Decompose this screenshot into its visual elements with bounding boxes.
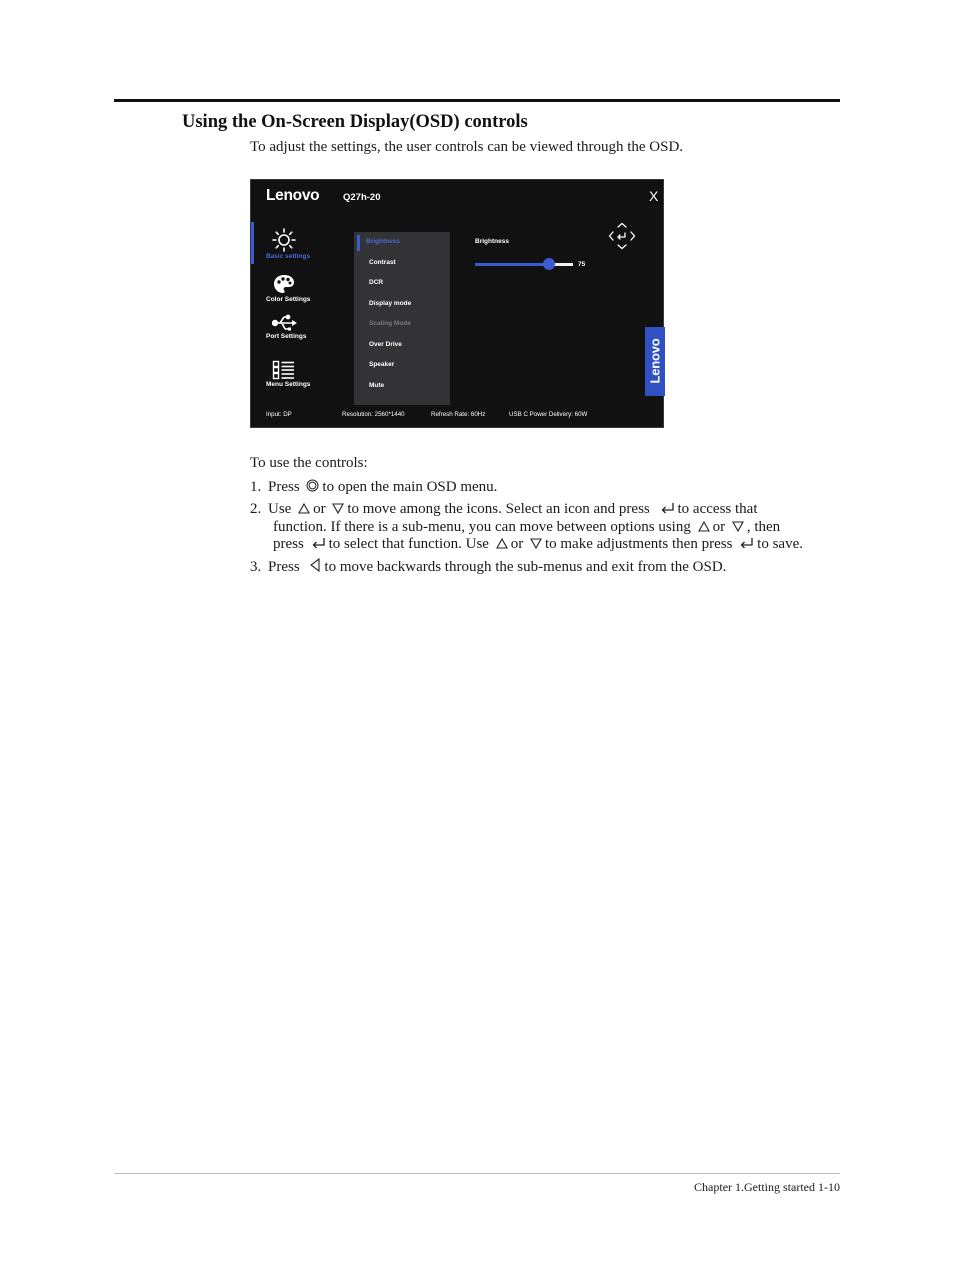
enter-icon bbox=[660, 502, 675, 514]
instruction-step-3: 3. Press to move backwards through the sub-menus and exit from the OSD. bbox=[250, 559, 727, 575]
osd-menu bbox=[250, 179, 664, 428]
side-brand-logo: Lenovo bbox=[647, 338, 663, 384]
category-color-settings[interactable] bbox=[266, 273, 346, 303]
up-arrow-icon bbox=[496, 538, 508, 549]
category-label: Port Settings bbox=[266, 333, 307, 340]
submenu-selected-indicator bbox=[357, 235, 360, 251]
color-palette-icon bbox=[272, 273, 296, 295]
up-arrow-icon bbox=[298, 503, 310, 514]
submenu-item-brightness[interactable]: Brightness bbox=[366, 238, 400, 245]
status-usb-c-power: USB C Power Delivery: 60W bbox=[509, 411, 588, 418]
submenu-item-display-mode[interactable]: Display mode bbox=[369, 300, 412, 307]
brightness-sun-icon bbox=[272, 228, 296, 252]
category-label: Color Settings bbox=[266, 296, 311, 303]
section-title: Using the On-Screen Display(OSD) controls bbox=[182, 112, 528, 132]
step-number: 1. bbox=[250, 479, 262, 495]
category-label: Basic settings bbox=[266, 253, 311, 260]
joystick-navigation-icon bbox=[608, 222, 636, 250]
slider-fill bbox=[475, 263, 549, 266]
submenu-item-over-drive[interactable]: Over Drive bbox=[369, 341, 402, 348]
instruction-step-2-line-3: press to select that function. Use or to make adjustments then press to save. bbox=[273, 536, 803, 552]
page-footer: Chapter 1.Getting started 1-10 bbox=[694, 1180, 840, 1194]
submenu-item-dcr[interactable]: DCR bbox=[369, 279, 384, 286]
osd-model: Q27h-20 bbox=[343, 192, 381, 203]
slider-knob[interactable] bbox=[543, 258, 555, 270]
power-button-icon bbox=[306, 479, 319, 492]
instruction-step-1: 1. Press to open the main OSD menu. bbox=[250, 479, 498, 495]
submenu-item-mute[interactable]: Mute bbox=[369, 382, 385, 389]
status-resolution: Resolution: 2560*1440 bbox=[342, 411, 405, 418]
enter-icon bbox=[739, 537, 754, 549]
brightness-slider[interactable] bbox=[475, 263, 573, 266]
close-icon[interactable]: X bbox=[649, 188, 659, 204]
side-brand-tab bbox=[645, 327, 665, 396]
bottom-rule bbox=[114, 1173, 840, 1174]
instructions-intro: To use the controls: bbox=[250, 455, 368, 471]
slider-value: 75 bbox=[578, 261, 586, 268]
step-number: 2. bbox=[250, 501, 262, 517]
category-active-indicator bbox=[251, 222, 254, 264]
submenu-item-contrast[interactable]: Contrast bbox=[369, 259, 396, 266]
category-label: Menu Settings bbox=[266, 381, 311, 388]
down-arrow-icon bbox=[332, 503, 344, 514]
top-rule bbox=[114, 99, 840, 102]
slider-label: Brightness bbox=[475, 238, 509, 245]
instruction-step-2-line-2: function. If there is a sub-menu, you can move between options using or , then bbox=[273, 519, 781, 535]
menu-list-icon bbox=[272, 360, 296, 380]
down-arrow-icon bbox=[530, 538, 542, 549]
down-arrow-icon bbox=[732, 521, 744, 532]
category-menu-settings[interactable] bbox=[266, 360, 346, 388]
status-refresh-rate: Refresh Rate: 60Hz bbox=[431, 411, 486, 418]
submenu-item-speaker[interactable]: Speaker bbox=[369, 361, 395, 368]
status-input: Input: DP bbox=[266, 411, 292, 418]
osd-logo: Lenovo bbox=[266, 187, 320, 204]
up-arrow-icon bbox=[698, 521, 710, 532]
instruction-step-2: 2. Use or to move among the icons. Select an icon and press to access that bbox=[250, 501, 758, 517]
submenu-item-scaling-mode: Scaling Mode bbox=[369, 320, 411, 327]
category-port-settings[interactable] bbox=[266, 314, 346, 340]
back-arrow-icon bbox=[309, 558, 321, 572]
enter-icon bbox=[311, 537, 326, 549]
intro-text: To adjust the settings, the user controls can be viewed through the OSD. bbox=[250, 139, 684, 155]
submenu-panel bbox=[354, 232, 450, 405]
category-basic-settings[interactable] bbox=[266, 228, 346, 260]
step-number: 3. bbox=[250, 559, 262, 575]
usb-icon bbox=[272, 314, 298, 332]
